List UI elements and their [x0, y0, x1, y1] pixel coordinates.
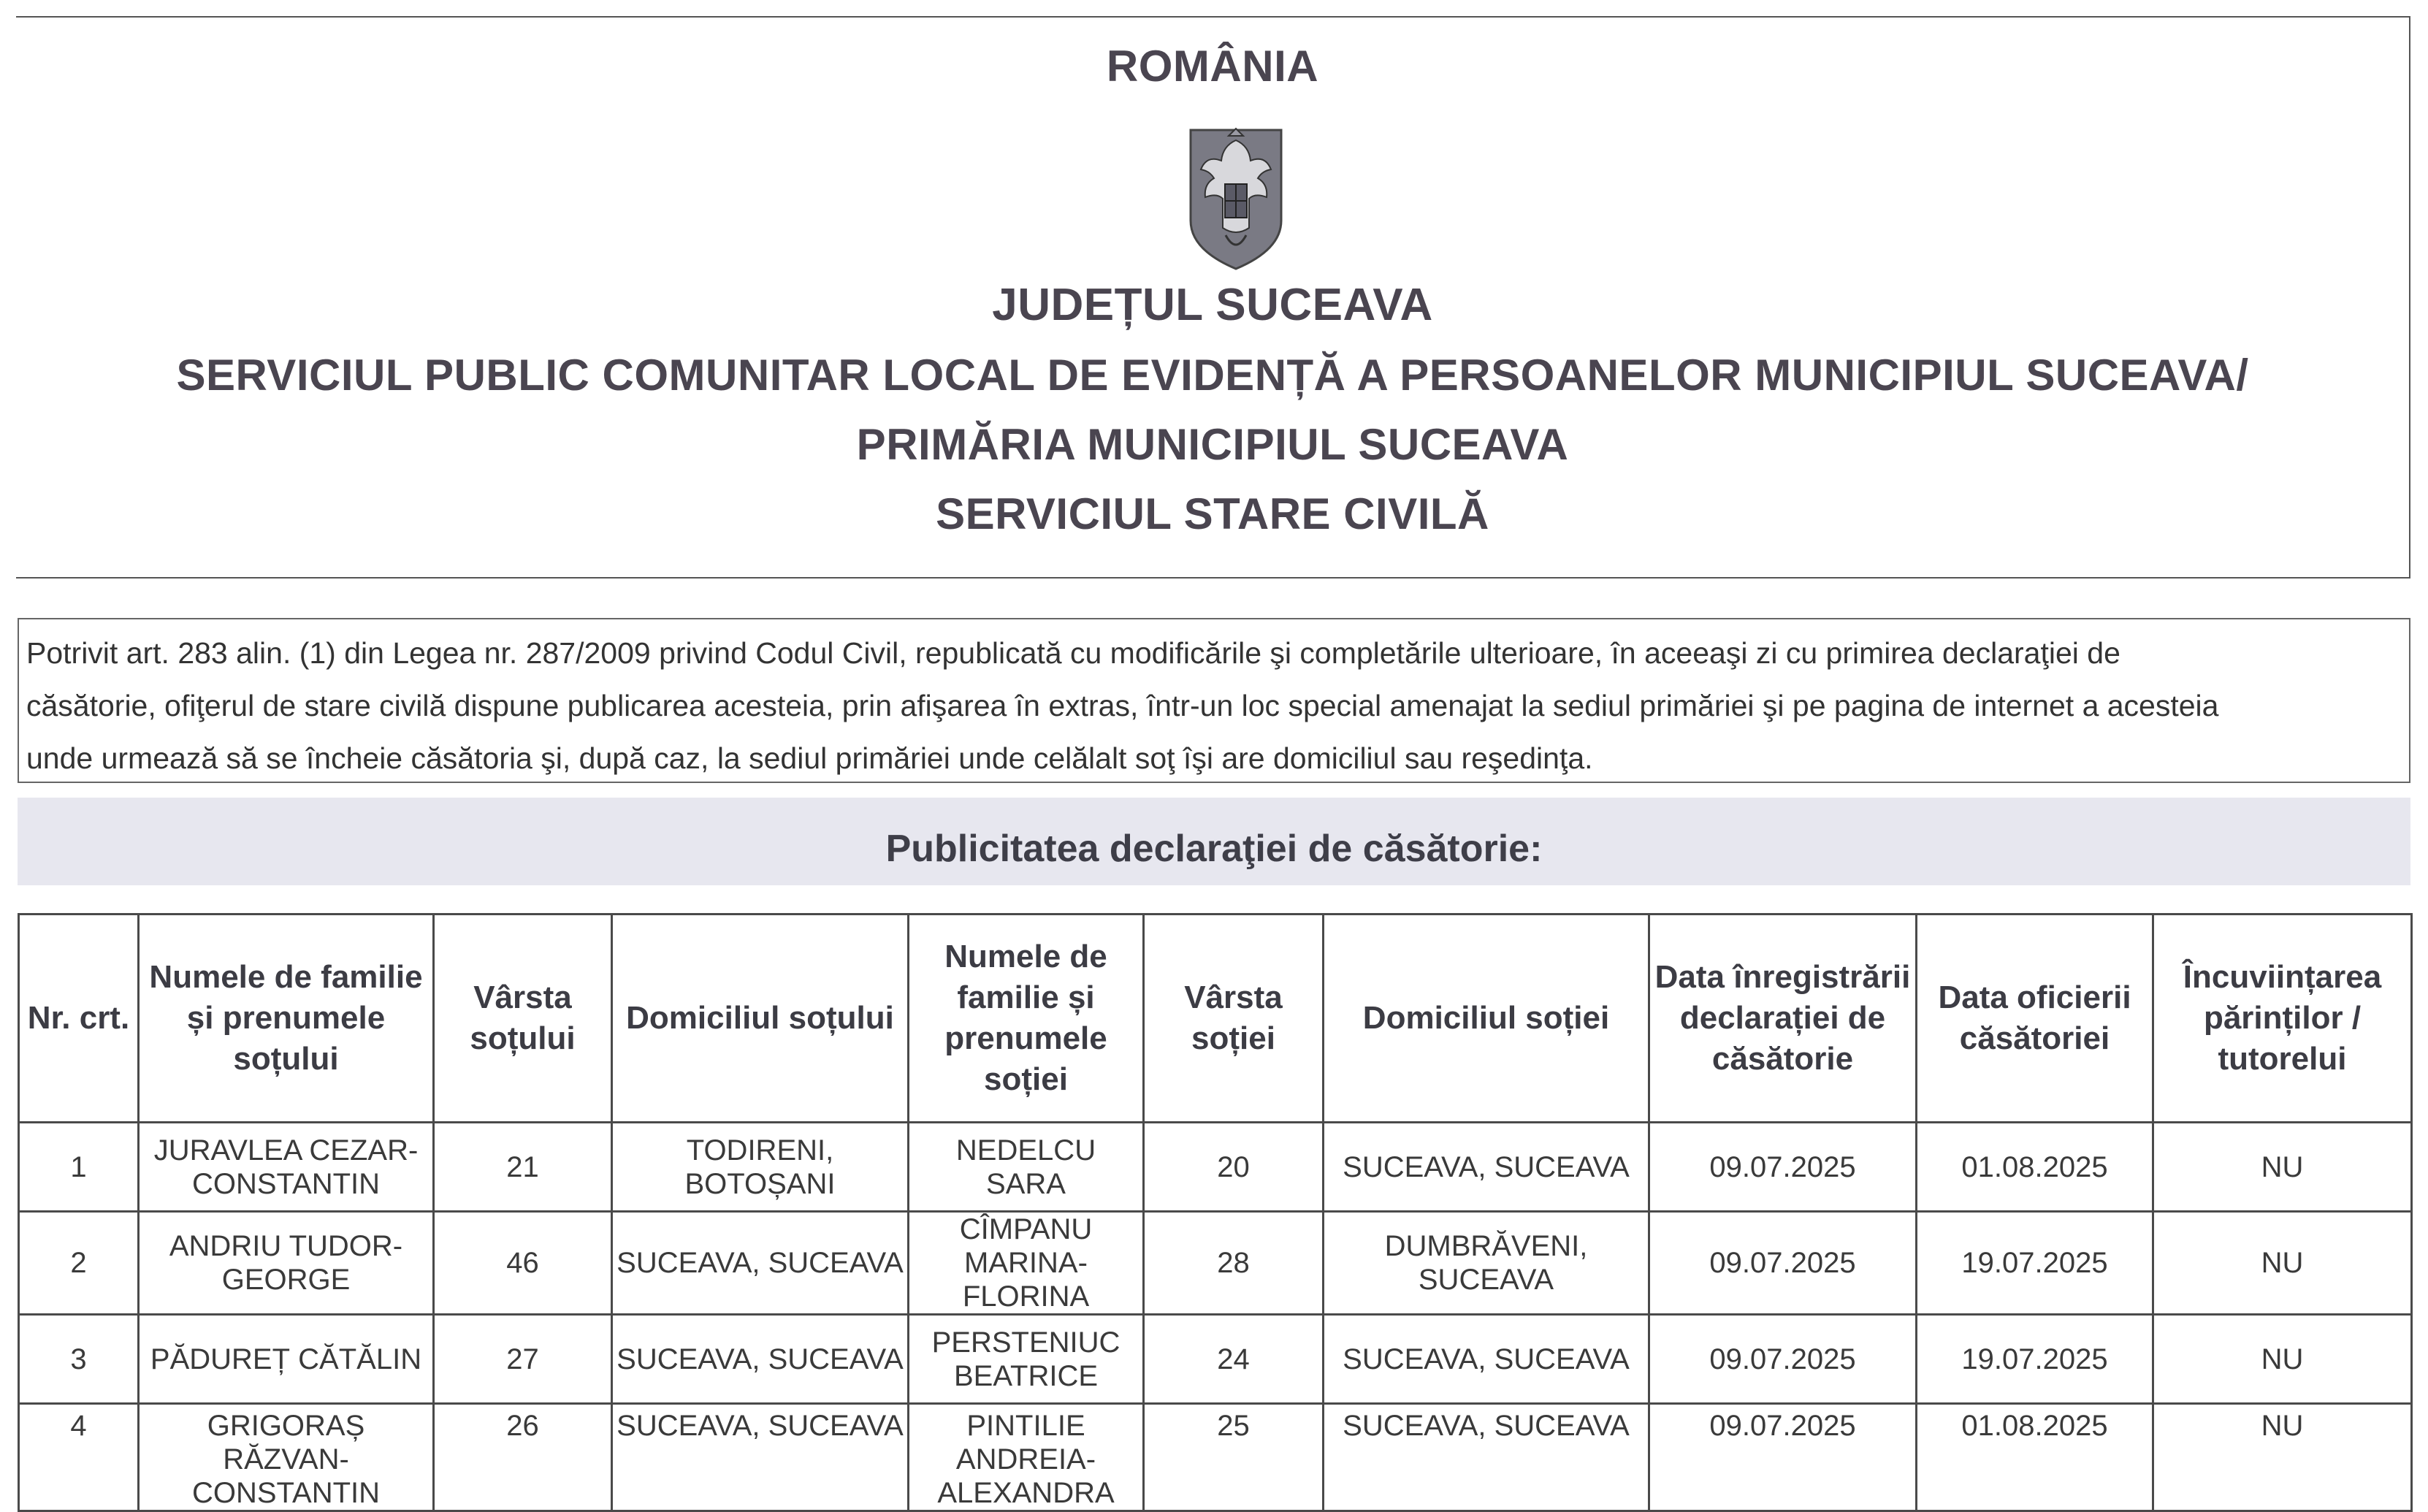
legal-notice-line2: căsătorie, ofiţerul de stare civilă dispune publicarea acesteia, prin afişarea în extras, într-un loc special amenajat la sediul primăriei şi pe pagina de internet a acesteia [26, 689, 2219, 722]
cell-husband-age: 21 [434, 1123, 612, 1212]
service-title-line1: SERVICIUL PUBLIC COMUNITAR LOCAL DE EVIDENȚĂ A PERSOANELOR MUNICIPIUL SUCEAVA/ [176, 351, 2249, 400]
cell-wife-age: 20 [1144, 1123, 1324, 1212]
cell-marriage-date: 01.08.2025 [1917, 1404, 2153, 1511]
section-banner [18, 798, 2410, 885]
cell-marriage-date: 19.07.2025 [1917, 1315, 2153, 1404]
col-header-wife-age: Vârsta soției [1144, 915, 1324, 1123]
service-title-line3: SERVICIUL STARE CIVILĂ [936, 489, 1489, 538]
cell-wife-domicile: SUCEAVA, SUCEAVA [1324, 1315, 1649, 1404]
cell-husband-name: ANDRIU TUDOR-GEORGE [139, 1212, 434, 1315]
col-header-marriage-date: Data oficierii căsătoriei [1917, 915, 2153, 1123]
cell-nr: 1 [19, 1123, 139, 1212]
cell-nr: 3 [19, 1315, 139, 1404]
cell-husband-domicile: TODIRENI, BOTOȘANI [612, 1123, 909, 1212]
col-header-wife-name: Numele de familie și prenumele soției [909, 915, 1144, 1123]
marriage-declarations-table [18, 913, 2413, 1512]
cell-husband-domicile: SUCEAVA, SUCEAVA [612, 1404, 909, 1511]
legal-notice-line1: Potrivit art. 283 alin. (1) din Legea nr. 287/2009 privind Codul Civil, republicată cu modificările şi completările ulterioare, în aceeaşi zi cu primirea declaraţiei de [26, 636, 2120, 670]
cell-registration-date: 09.07.2025 [1649, 1404, 1917, 1511]
county-title: JUDEȚUL SUCEAVA [992, 280, 1433, 330]
cell-nr: 4 [19, 1404, 139, 1511]
cell-marriage-date: 19.07.2025 [1917, 1212, 2153, 1315]
table-row [19, 1404, 2412, 1511]
cell-parental-consent: NU [2153, 1212, 2412, 1315]
col-header-nr: Nr. crt. [19, 915, 139, 1123]
col-header-registration-date: Data înregistrării declarației de căsătorie [1649, 915, 1917, 1123]
cell-husband-age: 46 [434, 1212, 612, 1315]
cell-registration-date: 09.07.2025 [1649, 1315, 1917, 1404]
cell-registration-date: 09.07.2025 [1649, 1123, 1917, 1212]
cell-wife-domicile: SUCEAVA, SUCEAVA [1324, 1123, 1649, 1212]
table-row [19, 1315, 2412, 1404]
cell-wife-domicile: SUCEAVA, SUCEAVA [1324, 1404, 1649, 1511]
header-box [16, 16, 2410, 579]
cell-husband-age: 26 [434, 1404, 612, 1511]
service-title-line2: PRIMĂRIA MUNICIPIUL SUCEAVA [856, 420, 1569, 469]
table-row [19, 1123, 2412, 1212]
col-header-husband-age: Vârsta soțului [434, 915, 612, 1123]
cell-wife-name: CÎMPANU MARINA-FLORINA [909, 1212, 1144, 1315]
cell-wife-age: 25 [1144, 1404, 1324, 1511]
cell-parental-consent: NU [2153, 1123, 2412, 1212]
cell-wife-age: 24 [1144, 1315, 1324, 1404]
table-row [19, 1212, 2412, 1315]
cell-parental-consent: NU [2153, 1404, 2412, 1511]
section-title: Publicitatea declaraţiei de căsătorie: [885, 828, 1543, 870]
country-title: ROMÂNIA [1106, 42, 1319, 91]
table-header-row [19, 915, 2412, 1123]
cell-husband-name: JURAVLEA CEZAR-CONSTANTIN [139, 1123, 434, 1212]
cell-husband-age: 27 [434, 1315, 612, 1404]
col-header-husband-name: Numele de familie și prenumele soțului [139, 915, 434, 1123]
legal-notice [18, 618, 2410, 783]
cell-wife-age: 28 [1144, 1212, 1324, 1315]
cell-wife-name: PINTILIE ANDREIA-ALEXANDRA [909, 1404, 1144, 1511]
cell-parental-consent: NU [2153, 1315, 2412, 1404]
cell-registration-date: 09.07.2025 [1649, 1212, 1917, 1315]
cell-marriage-date: 01.08.2025 [1917, 1123, 2153, 1212]
legal-notice-line3: unde urmează să se încheie căsătoria şi, după caz, la sediul primăriei unde celălalt soţ îşi are domiciliul sau reşedinţa. [26, 741, 1593, 775]
cell-husband-domicile: SUCEAVA, SUCEAVA [612, 1315, 909, 1404]
col-header-husband-domicile: Domiciliul soțului [612, 915, 909, 1123]
cell-wife-domicile: DUMBRĂVENI, SUCEAVA [1324, 1212, 1649, 1315]
cell-wife-name: NEDELCU SARA [909, 1123, 1144, 1212]
cell-husband-domicile: SUCEAVA, SUCEAVA [612, 1212, 909, 1315]
cell-wife-name: PERSTENIUC BEATRICE [909, 1315, 1144, 1404]
cell-husband-name: GRIGORAȘ RĂZVAN-CONSTANTIN [139, 1404, 434, 1511]
romania-coat-of-arms-icon [1185, 126, 1287, 272]
col-header-parental-consent: Încuviințarea părinților / tutorelui [2153, 915, 2412, 1123]
col-header-wife-domicile: Domiciliul soției [1324, 915, 1649, 1123]
cell-nr: 2 [19, 1212, 139, 1315]
cell-husband-name: PĂDUREȚ CĂTĂLIN [139, 1315, 434, 1404]
